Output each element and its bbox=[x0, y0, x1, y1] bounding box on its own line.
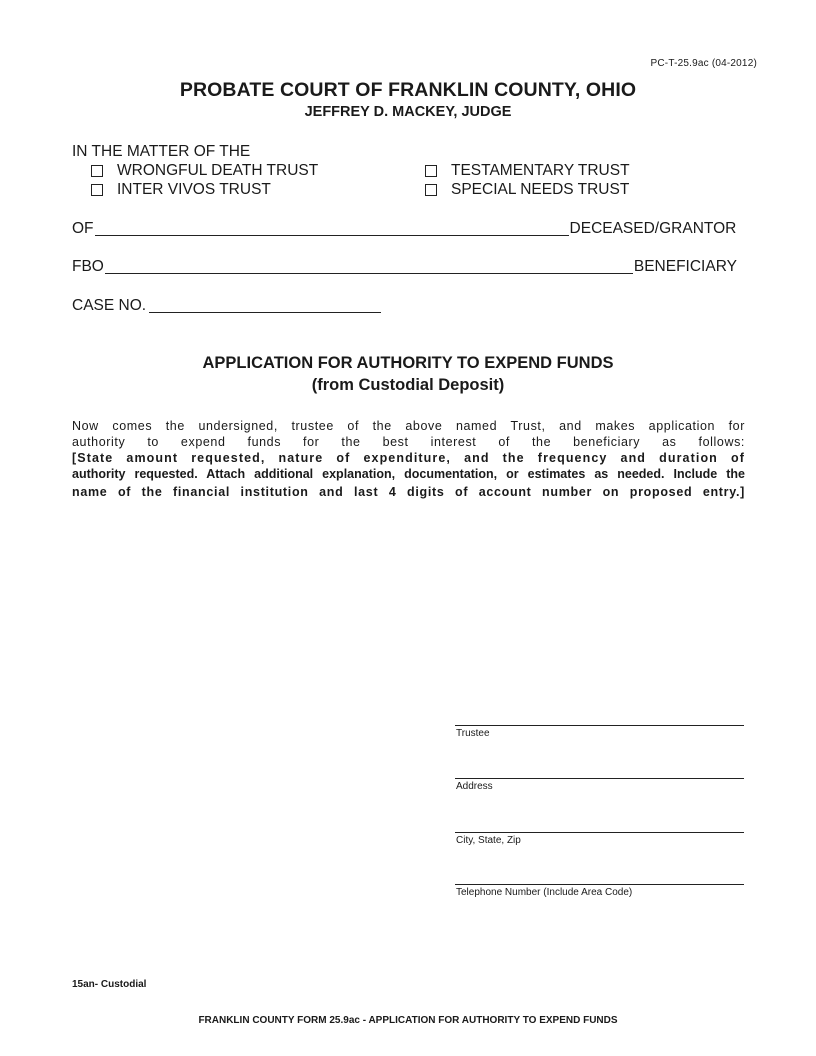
special-needs-label: SPECIAL NEEDS TRUST bbox=[451, 181, 630, 198]
fbo-field-row bbox=[72, 258, 737, 276]
address-label: Address bbox=[456, 781, 493, 792]
option-wrongful-death[interactable] bbox=[91, 162, 318, 180]
instruction-line: authority requested. Attach additional explanation, documentation, or estimates as needed. Include the bbox=[72, 467, 745, 481]
fbo-input[interactable] bbox=[105, 258, 633, 274]
case-label: CASE NO. bbox=[72, 297, 147, 314]
judge-name: JEFFREY D. MACKEY, JUDGE bbox=[304, 104, 512, 120]
fbo-suffix: BENEFICIARY bbox=[633, 258, 737, 275]
option-special-needs[interactable] bbox=[425, 181, 629, 199]
testamentary-label: TESTAMENTARY TRUST bbox=[451, 162, 630, 179]
instruction-line: [State amount requested, nature of expenditure, and the frequency and duration of bbox=[72, 451, 745, 465]
court-title: PROBATE COURT OF FRANKLIN COUNTY, OHIO bbox=[179, 79, 637, 101]
of-field-row bbox=[72, 220, 736, 238]
special-needs-checkbox[interactable] bbox=[425, 184, 437, 196]
city-state-zip-label: City, State, Zip bbox=[456, 835, 521, 846]
matter-intro: IN THE MATTER OF THE bbox=[72, 143, 251, 160]
option-inter-vivos[interactable] bbox=[91, 181, 271, 199]
case-input[interactable] bbox=[149, 297, 381, 313]
city-state-zip-line[interactable] bbox=[455, 832, 744, 833]
application-instructions bbox=[72, 450, 745, 500]
of-suffix: DECEASED/GRANTOR bbox=[569, 220, 737, 237]
footer-form-name: FRANKLIN COUNTY FORM 25.9ac - APPLICATION FOR AUTHORITY TO EXPEND FUNDS bbox=[198, 1015, 618, 1026]
address-line[interactable] bbox=[455, 778, 744, 779]
intro-line: authority to expend funds for the best interest of the beneficiary as follows: bbox=[72, 435, 745, 449]
wrongful-death-label: WRONGFUL DEATH TRUST bbox=[117, 162, 319, 179]
fbo-label: FBO bbox=[72, 258, 104, 275]
trustee-signature-line[interactable] bbox=[455, 725, 744, 726]
wrongful-death-checkbox[interactable] bbox=[91, 165, 103, 177]
inter-vivos-checkbox[interactable] bbox=[91, 184, 103, 196]
telephone-label: Telephone Number (Include Area Code) bbox=[456, 887, 633, 898]
application-title: APPLICATION FOR AUTHORITY TO EXPEND FUNDS bbox=[202, 354, 614, 372]
testamentary-checkbox[interactable] bbox=[425, 165, 437, 177]
option-testamentary[interactable] bbox=[425, 162, 630, 180]
trustee-label: Trustee bbox=[456, 728, 490, 739]
case-field-row bbox=[72, 297, 382, 315]
application-intro bbox=[72, 418, 745, 450]
form-code: PC-T-25.9ac (04-2012) bbox=[650, 58, 757, 69]
instruction-line: name of the financial institution and last 4 digits of account number on proposed entry.] bbox=[72, 485, 745, 499]
application-subtitle: (from Custodial Deposit) bbox=[311, 376, 505, 394]
footer-code: 15an- Custodial bbox=[72, 979, 147, 990]
intro-line: Now comes the undersigned, trustee of the above named Trust, and makes application for bbox=[72, 419, 745, 433]
of-label: OF bbox=[72, 220, 94, 237]
inter-vivos-label: INTER VIVOS TRUST bbox=[117, 181, 271, 198]
telephone-line[interactable] bbox=[455, 884, 744, 885]
of-input[interactable] bbox=[95, 220, 569, 236]
